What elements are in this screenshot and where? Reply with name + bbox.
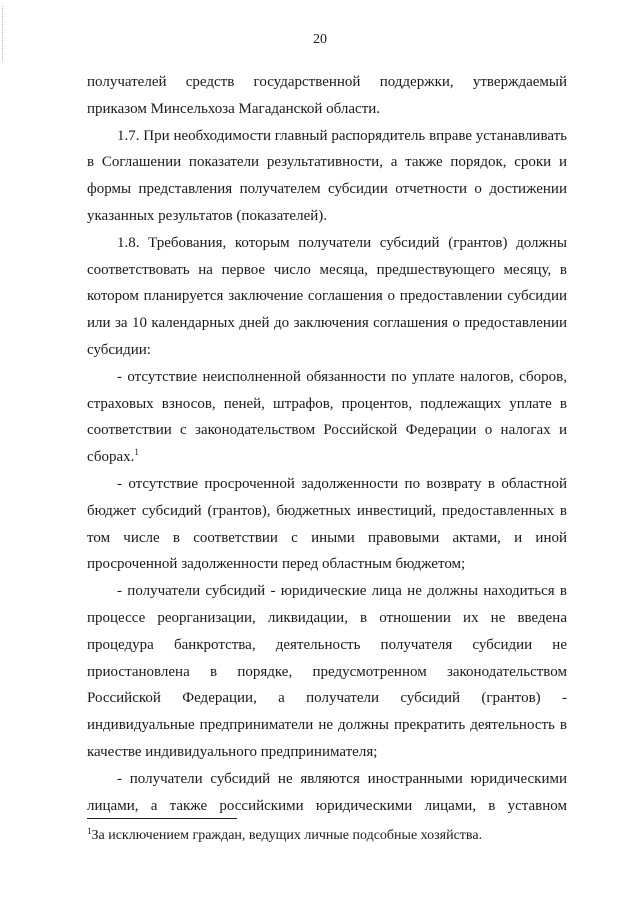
requirement-no-tax-debt xyxy=(87,364,567,471)
footnote-text: За исключением граждан, ведущих личные подсобные хозяйства. xyxy=(91,828,483,843)
body-text xyxy=(87,69,567,819)
paragraph-1-7: 1.7. При необходимости главный распорядитель вправе устанавливать в Соглашении показатели результативности, а также порядок, сроки и формы представления получателем субсидии отчетности о достижении указанных результатов (показателей). xyxy=(87,127,567,224)
paragraph-1-8: 1.8. Требования, которым получатели субсидий (грантов) должны соответствовать на первое число месяца, предшествующего месяцу, в котором планируется заключение соглашения о предоставлении субсидии или за 10 календарных дней до заключения соглашения о предоставлении субсидии: xyxy=(87,234,567,358)
footnote-mark: 1 xyxy=(87,826,92,836)
requirement-no-tax-debt-text: - отсутствие неисполненной обязанности по уплате налогов, сборов, страховых взносов, пеней, штрафов, процентов, подлежащих уплате в соответствии с законодательством Российской Федерации о налогах и сборах. xyxy=(87,368,567,466)
requirement-not-foreign: - получатели субсидий не являются иностранными юридическими лицами, а также российскими юридическими лицами, в уставном xyxy=(87,770,567,814)
paragraph-continuation: получателей средств государственной поддержки, утверждаемый приказом Минсельхоза Магаданской области. xyxy=(87,74,567,117)
requirement-no-overdue-debt: - отсутствие просроченной задолженности по возврату в областной бюджет субсидий (грантов), бюджетных инвестиций, предоставленных в том числе в соответствии с иными правовыми актами, и иной просроченной задолженности перед областным бюджетом; xyxy=(87,475,567,573)
requirement-no-reorganization: - получатели субсидий - юридические лица не должны находиться в процессе реорганизации, ликвидации, в отношении их не введена процедура банкротства, деятельность получателя субсидии не приостановлена в порядке, предусмотренном законодательством Российской Федерации, а получатели субсидий (грантов) - индивидуальные предприниматели не должны прекратить деятельность в качестве индивидуального предпринимателя; xyxy=(87,583,567,760)
footnote xyxy=(87,827,567,845)
page-number: 20 xyxy=(313,32,327,47)
footnote-divider xyxy=(87,818,237,819)
footnote-reference: 1 xyxy=(134,447,139,458)
